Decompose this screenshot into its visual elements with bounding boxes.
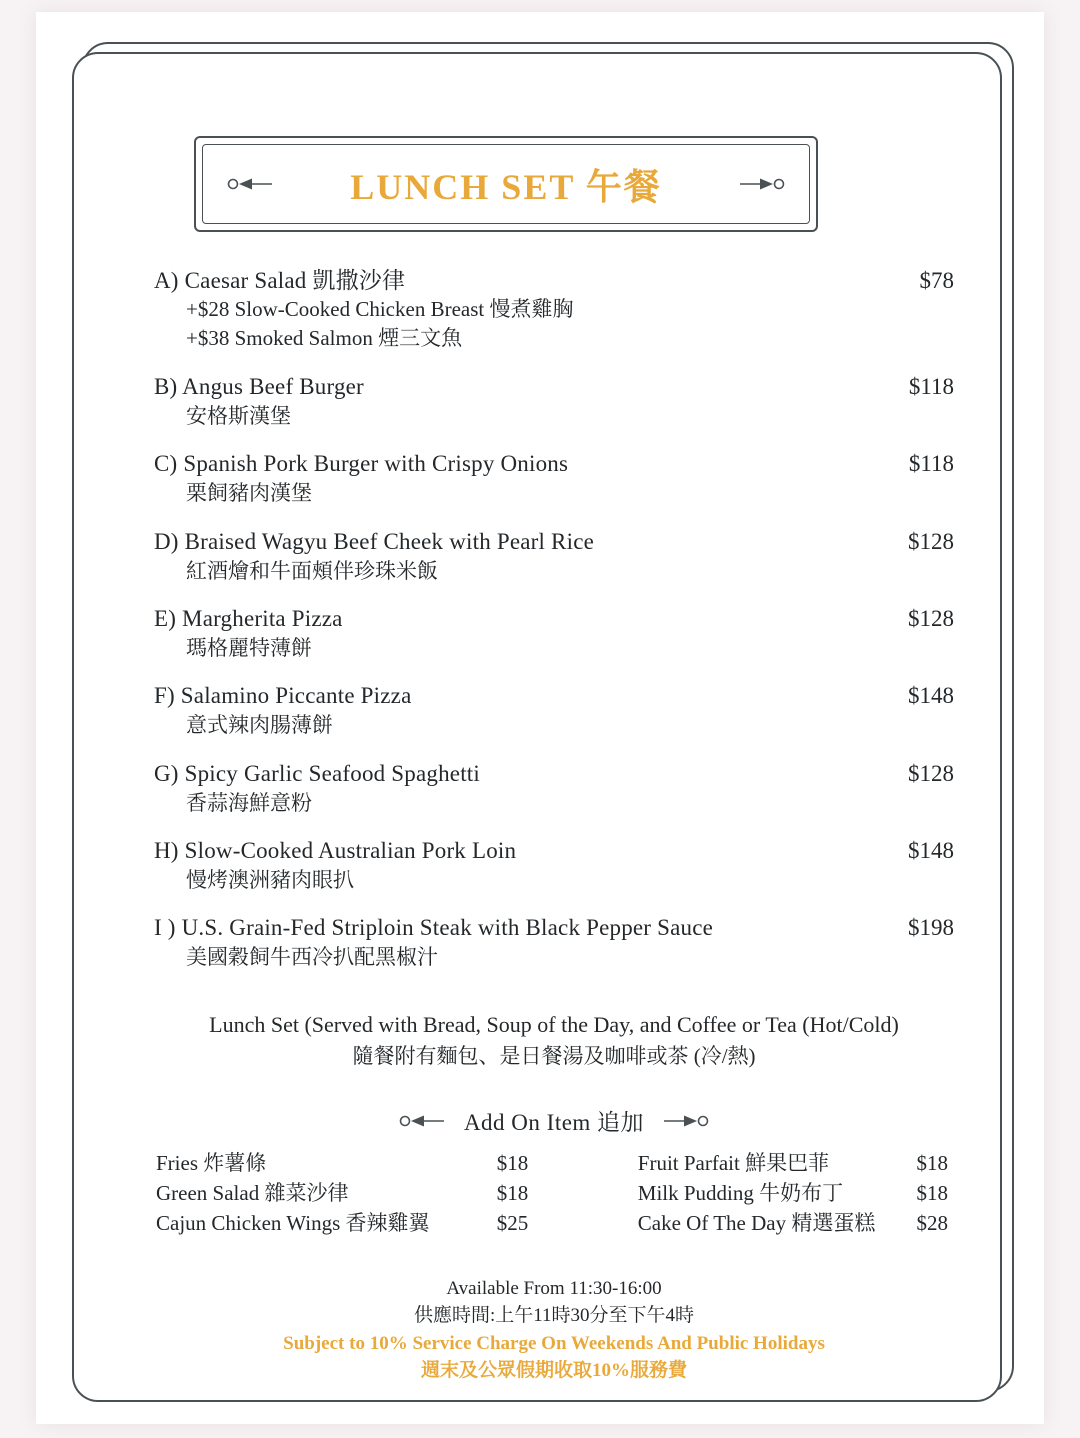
menu-item-name-cn: 香蒜海鮮意粉 [186,790,312,815]
addon-item-price: $28 [916,1210,948,1235]
addon-item [156,1149,528,1179]
addon-item-name: Fruit Parfait 鮮果巴菲 [637,1151,830,1176]
menu-item-name: B) Angus Beef Burger [154,373,364,399]
menu-item-name-cn: 安格斯漢堡 [186,403,291,428]
menu-item-name-cn: 意式辣肉腸薄餅 [186,713,333,738]
ornament-left-icon [398,1114,446,1128]
menu-item-price: $128 [908,760,954,786]
menu-item-price: $148 [908,838,954,863]
addon-item [576,1179,948,1209]
menu-page [36,12,1044,1424]
menu-item-name-cn: 紅酒燴和牛面頰伴珍珠米飯 [186,558,438,583]
menu-item-addon-option: +$28 Slow-Cooked Chicken Breast 慢煮雞胸 [186,297,574,321]
addon-item-price: $25 [496,1210,529,1235]
menu-item-price: $198 [908,915,954,941]
menu-item [154,374,954,430]
menu-item [154,606,954,662]
menu-item-name-cn: 慢烤澳洲豬肉眼扒 [186,868,354,892]
menu-item-price: $78 [919,268,954,293]
menu-item [154,915,954,971]
addon-item-price: $18 [916,1181,948,1205]
ornament-left-icon [226,177,274,191]
menu-footer [154,1275,954,1385]
addon-item-name: Cake Of The Day 精選蛋糕 [637,1210,876,1235]
addon-title: Add On Item 追加 [463,1110,645,1136]
menu-item-name: H) Slow-Cooked Australian Pork Loin [154,838,517,863]
menu-item-price: $118 [908,451,954,477]
service-charge-en: Subject to 10% Service Charge On Weekends And Public Holidays [283,1332,825,1354]
menu-item [154,761,954,817]
addon-item [156,1209,528,1239]
menu-item-name: C) Spanish Pork Burger with Crispy Onions [154,451,569,477]
service-charge-cn: 週末及公眾假期收取10%服務費 [420,1360,687,1382]
lunch-set-note [154,1008,954,1073]
menu-item-name: G) Spicy Garlic Seafood Spaghetti [154,760,480,786]
menu-item [154,262,954,353]
addon-column-left [156,1149,528,1238]
addon-item-name: Fries 炸薯條 [156,1151,267,1176]
menu-items-list [154,262,954,1385]
addon-item-price: $18 [916,1151,948,1176]
availability-cn: 供應時間:上午11時30分至下午4時 [413,1305,695,1327]
addon-items-grid [154,1149,954,1238]
page-title: LUNCH SET 午餐 [350,166,662,207]
menu-frame [72,52,1002,1402]
menu-item-name-cn: 栗飼豬肉漢堡 [186,481,312,506]
addon-item-name: Green Salad 雜菜沙律 [156,1181,349,1205]
menu-item-price: $118 [908,373,954,399]
addon-item-name: Cajun Chicken Wings 香辣雞翼 [156,1210,430,1235]
addon-item [576,1149,948,1179]
addon-item [156,1179,528,1209]
menu-title-box [194,136,818,232]
addon-item-price: $18 [496,1181,529,1205]
menu-item-name: I ) U.S. Grain-Fed Striploin Steak with Black Pepper Sauce [154,915,714,941]
menu-item-name: D) Braised Wagyu Beef Cheek with Pearl Rice [154,528,595,554]
addon-column-right [576,1149,948,1238]
menu-item-name: E) Margherita Pizza [154,605,343,631]
addon-section-header [154,1104,954,1137]
menu-item [154,683,954,739]
lunch-set-note-cn: 隨餐附有麵包、是日餐湯及咖啡或茶 (冷/熱) [352,1043,756,1068]
menu-item [154,838,954,894]
menu-item-price: $148 [908,683,954,709]
availability-en: Available From 11:30-16:00 [446,1277,662,1299]
menu-item-name-cn: 瑪格麗特薄餅 [186,635,312,660]
menu-item-price: $128 [908,605,954,631]
menu-item-price: $128 [908,528,954,554]
addon-item-name: Milk Pudding 牛奶布丁 [637,1181,844,1205]
menu-item-name: F) Salamino Piccante Pizza [154,683,412,709]
menu-item-addon-option: +$38 Smoked Salmon 煙三文魚 [186,325,463,350]
menu-item [154,451,954,507]
ornament-right-icon [662,1114,710,1128]
addon-item-price: $18 [496,1151,529,1176]
menu-item-name: A) Caesar Salad 凱撒沙律 [154,268,406,293]
ornament-right-icon [738,177,786,191]
addon-item [576,1209,948,1239]
menu-item-name-cn: 美國穀飼牛西冷扒配黑椒汁 [186,945,438,970]
menu-item [154,529,954,585]
lunch-set-note-en: Lunch Set (Served with Bread, Soup of the Day, and Coffee or Tea (Hot/Cold) [209,1011,899,1037]
